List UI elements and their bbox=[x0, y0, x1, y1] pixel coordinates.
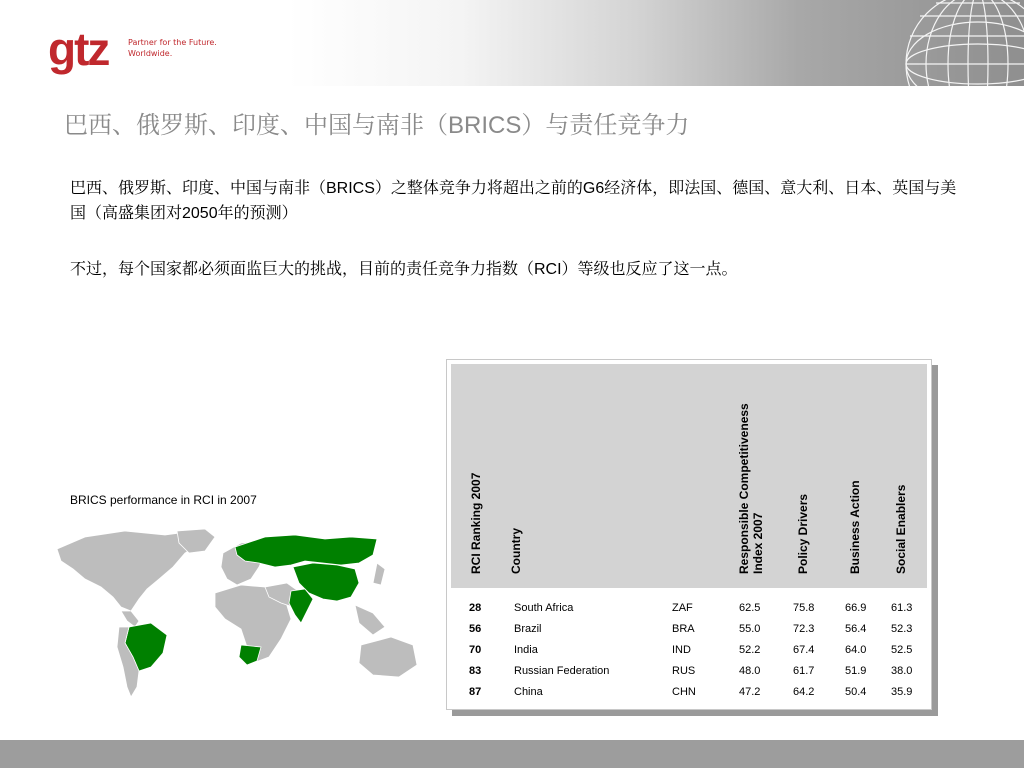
header-social-enablers: Social Enablers bbox=[894, 484, 908, 574]
cell-code: ZAF bbox=[672, 602, 693, 614]
gtz-logo: gtz bbox=[48, 23, 109, 75]
table-row bbox=[451, 619, 927, 640]
globe-wireframe-icon bbox=[896, 0, 1024, 86]
cell-business: 64.0 bbox=[845, 644, 867, 656]
cell-rank: 56 bbox=[469, 623, 482, 635]
cell-rci: 47.2 bbox=[739, 686, 761, 698]
logo-tagline bbox=[128, 37, 217, 59]
header-country: Country bbox=[509, 528, 523, 574]
map-australia bbox=[359, 637, 417, 677]
cell-code: BRA bbox=[672, 623, 695, 635]
cell-business: 50.4 bbox=[845, 686, 867, 698]
map-russia bbox=[235, 535, 377, 567]
table-header bbox=[451, 364, 927, 588]
cell-country: India bbox=[514, 644, 538, 656]
cell-social: 38.0 bbox=[891, 665, 913, 677]
cell-rank: 70 bbox=[469, 644, 482, 656]
cell-country: Russian Federation bbox=[514, 665, 610, 677]
cell-code: IND bbox=[672, 644, 691, 656]
table-row bbox=[451, 682, 927, 703]
table-row bbox=[451, 661, 927, 682]
cell-country: Brazil bbox=[514, 623, 542, 635]
map-southeast-asia bbox=[355, 605, 385, 635]
map-central-america bbox=[121, 611, 139, 627]
slide-footer bbox=[0, 740, 1024, 768]
paragraph-forecast: 巴西、俄罗斯、印度、中国与南非（BRICS）之整体竞争力将超出之前的G6经济体，即法国、德国、意大利、日本、英国与美国（高盛集团对2050年的预测） bbox=[70, 180, 957, 222]
cell-rci: 52.2 bbox=[739, 644, 761, 656]
cell-social: 52.5 bbox=[891, 644, 913, 656]
map-caption: BRICS performance in RCI in 2007 bbox=[70, 493, 257, 507]
cell-policy: 61.7 bbox=[793, 665, 815, 677]
cell-rank: 83 bbox=[469, 665, 482, 677]
cell-social: 52.3 bbox=[891, 623, 913, 635]
cell-policy: 64.2 bbox=[793, 686, 815, 698]
cell-rci: 62.5 bbox=[739, 602, 761, 614]
cell-rank: 87 bbox=[469, 686, 482, 698]
cell-social: 35.9 bbox=[891, 686, 913, 698]
cell-rci: 55.0 bbox=[739, 623, 761, 635]
cell-country: China bbox=[514, 686, 543, 698]
cell-social: 61.3 bbox=[891, 602, 913, 614]
cell-rci: 48.0 bbox=[739, 665, 761, 677]
cell-policy: 75.8 bbox=[793, 602, 815, 614]
logo-tagline-line2: Worldwide. bbox=[128, 49, 173, 58]
cell-rank: 28 bbox=[469, 602, 482, 614]
cell-country: South Africa bbox=[514, 602, 574, 614]
header-rci-index-line2: Index 2007 bbox=[751, 512, 765, 574]
cell-business: 66.9 bbox=[845, 602, 867, 614]
slide-header bbox=[0, 0, 1024, 86]
cell-policy: 72.3 bbox=[793, 623, 815, 635]
header-rci-index-line1: Responsible Competitiveness bbox=[737, 403, 751, 574]
cell-business: 51.9 bbox=[845, 665, 867, 677]
rci-table bbox=[446, 359, 932, 710]
header-policy-drivers: Policy Drivers bbox=[796, 493, 810, 574]
cell-business: 56.4 bbox=[845, 623, 867, 635]
table-row bbox=[451, 640, 927, 661]
slide-title: 巴西、俄罗斯、印度、中国与南非（BRICS）与责任竞争力 bbox=[64, 112, 690, 139]
header-business-action: Business Action bbox=[848, 480, 862, 574]
cell-code: CHN bbox=[672, 686, 696, 698]
cell-policy: 67.4 bbox=[793, 644, 815, 656]
header-rci-ranking: RCI Ranking 2007 bbox=[469, 472, 483, 574]
table-row bbox=[451, 598, 927, 619]
paragraph-challenges: 不过，每个国家都必须面监巨大的挑战，目前的责任竞争力指数（RCI）等级也反应了这一点。 bbox=[70, 261, 738, 278]
map-india bbox=[289, 589, 313, 623]
map-south-africa bbox=[239, 645, 261, 665]
cell-code: RUS bbox=[672, 665, 696, 677]
world-map bbox=[55, 527, 435, 702]
logo-tagline-line1: Partner for the Future. bbox=[128, 38, 217, 47]
map-japan bbox=[373, 563, 385, 585]
